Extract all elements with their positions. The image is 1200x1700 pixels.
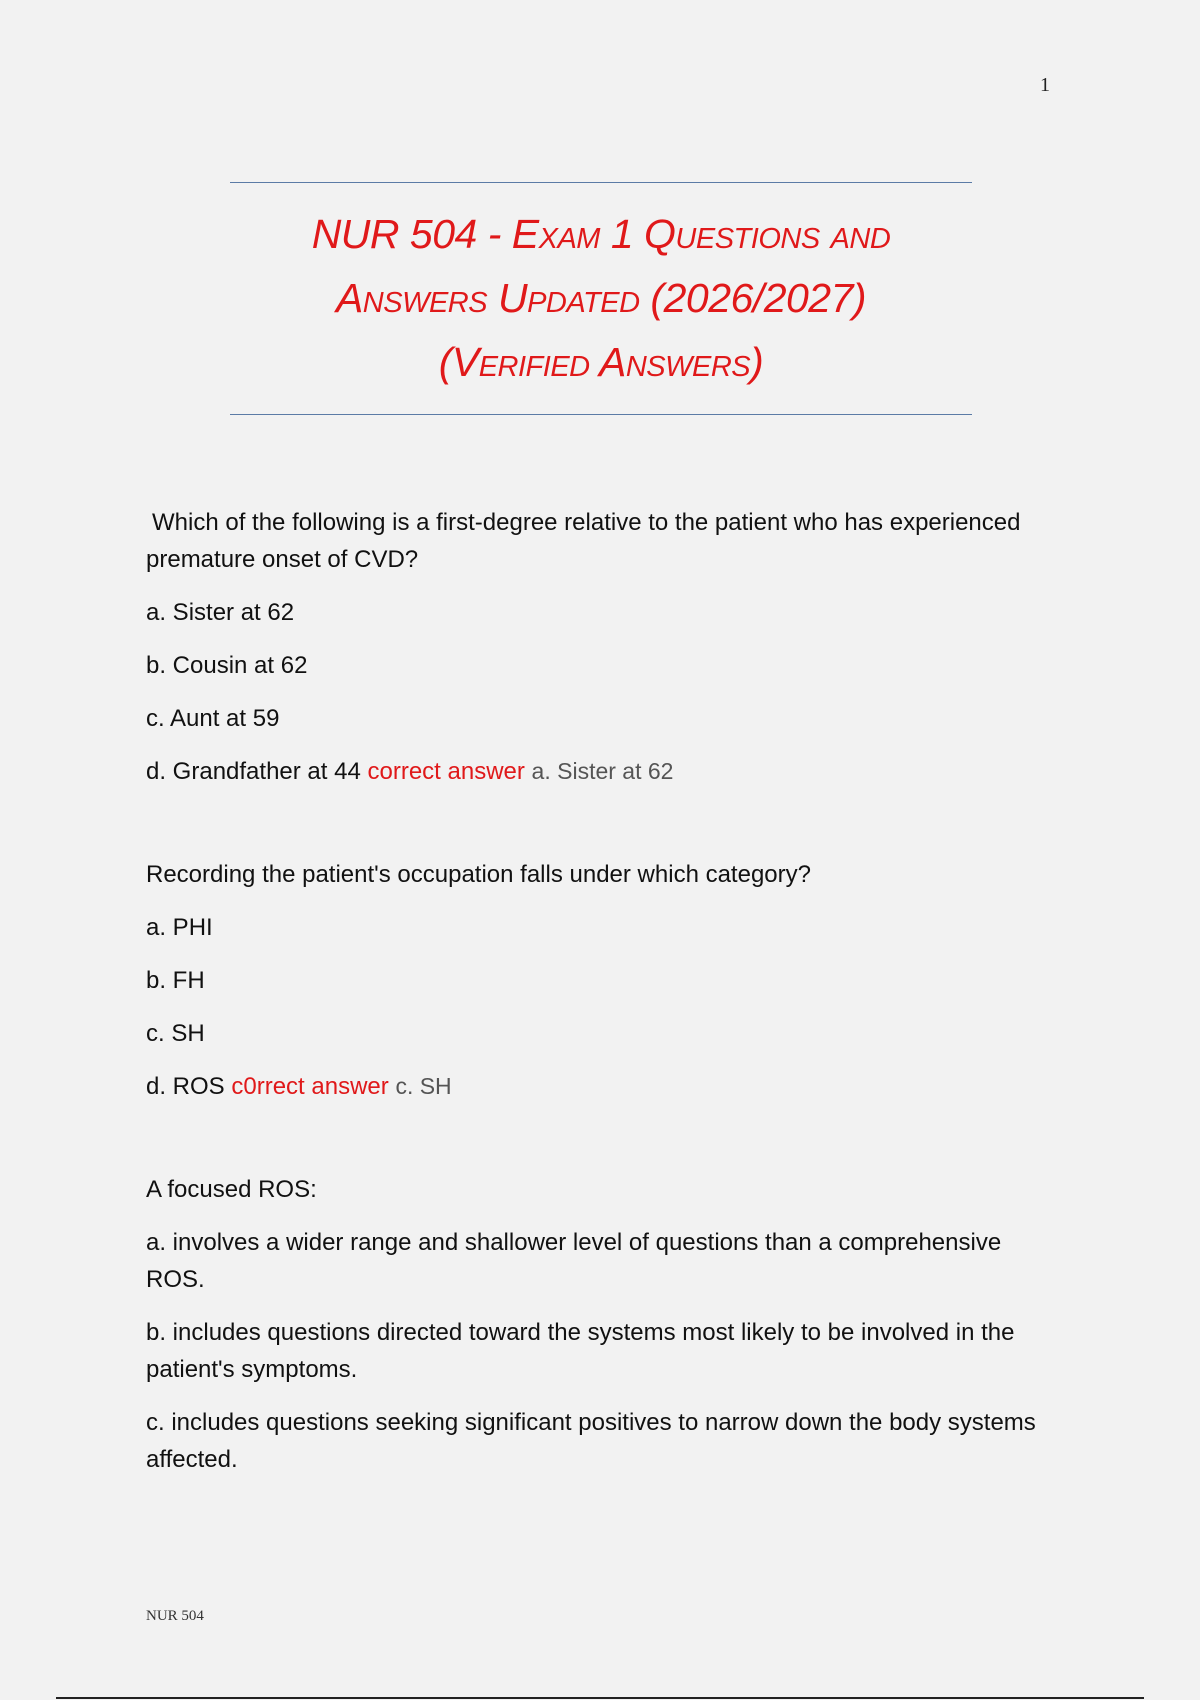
footer-label: NUR 504	[146, 1608, 204, 1624]
answer-label: correct answer	[367, 758, 525, 785]
title-line-3: (Verified Answers)	[438, 339, 764, 385]
title-line-1: NUR 504 - Exam 1 Questions and	[311, 211, 891, 257]
option-b: b. FH	[146, 967, 205, 994]
option-d: d. ROS	[146, 1073, 225, 1100]
option-a: a. involves a wider range and shallower level of questions than a comprehensive ROS.	[146, 1229, 1002, 1293]
question-2	[146, 856, 1046, 1105]
document-title	[230, 202, 972, 394]
option-d-with-answer	[146, 1068, 1046, 1105]
answer-label: c0rrect answer	[231, 1073, 389, 1100]
answer-value: c. SH	[395, 1073, 452, 1099]
title-bottom-rule	[230, 414, 972, 415]
title-line-2: Answers Updated (2026/2027)	[335, 275, 867, 321]
question-3	[146, 1171, 1046, 1478]
option-b: b. includes questions directed toward the systems most likely to be involved in the patient's symptoms.	[146, 1319, 1015, 1383]
option-a: a. PHI	[146, 914, 213, 941]
option-d-with-answer	[146, 753, 1046, 790]
question-text: Which of the following is a first-degree relative to the patient who has experienced premature onset of CVD?	[146, 509, 1021, 573]
footer-rule	[56, 1697, 1144, 1699]
question-text: A focused ROS:	[146, 1176, 317, 1203]
option-c: c. includes questions seeking significant positives to narrow down the body systems affected.	[146, 1409, 1036, 1473]
answer-value: a. Sister at 62	[531, 758, 674, 784]
page-number: 1	[1040, 74, 1050, 96]
option-c: c. Aunt at 59	[146, 705, 280, 732]
option-d: d. Grandfather at 44	[146, 758, 361, 785]
question-1	[146, 504, 1046, 790]
question-text: Recording the patient's occupation falls under which category?	[146, 861, 811, 888]
option-a: a. Sister at 62	[146, 599, 295, 626]
option-c: c. SH	[146, 1020, 205, 1047]
question-list	[146, 504, 1046, 1522]
title-top-rule	[230, 182, 972, 183]
option-b: b. Cousin at 62	[146, 652, 308, 679]
